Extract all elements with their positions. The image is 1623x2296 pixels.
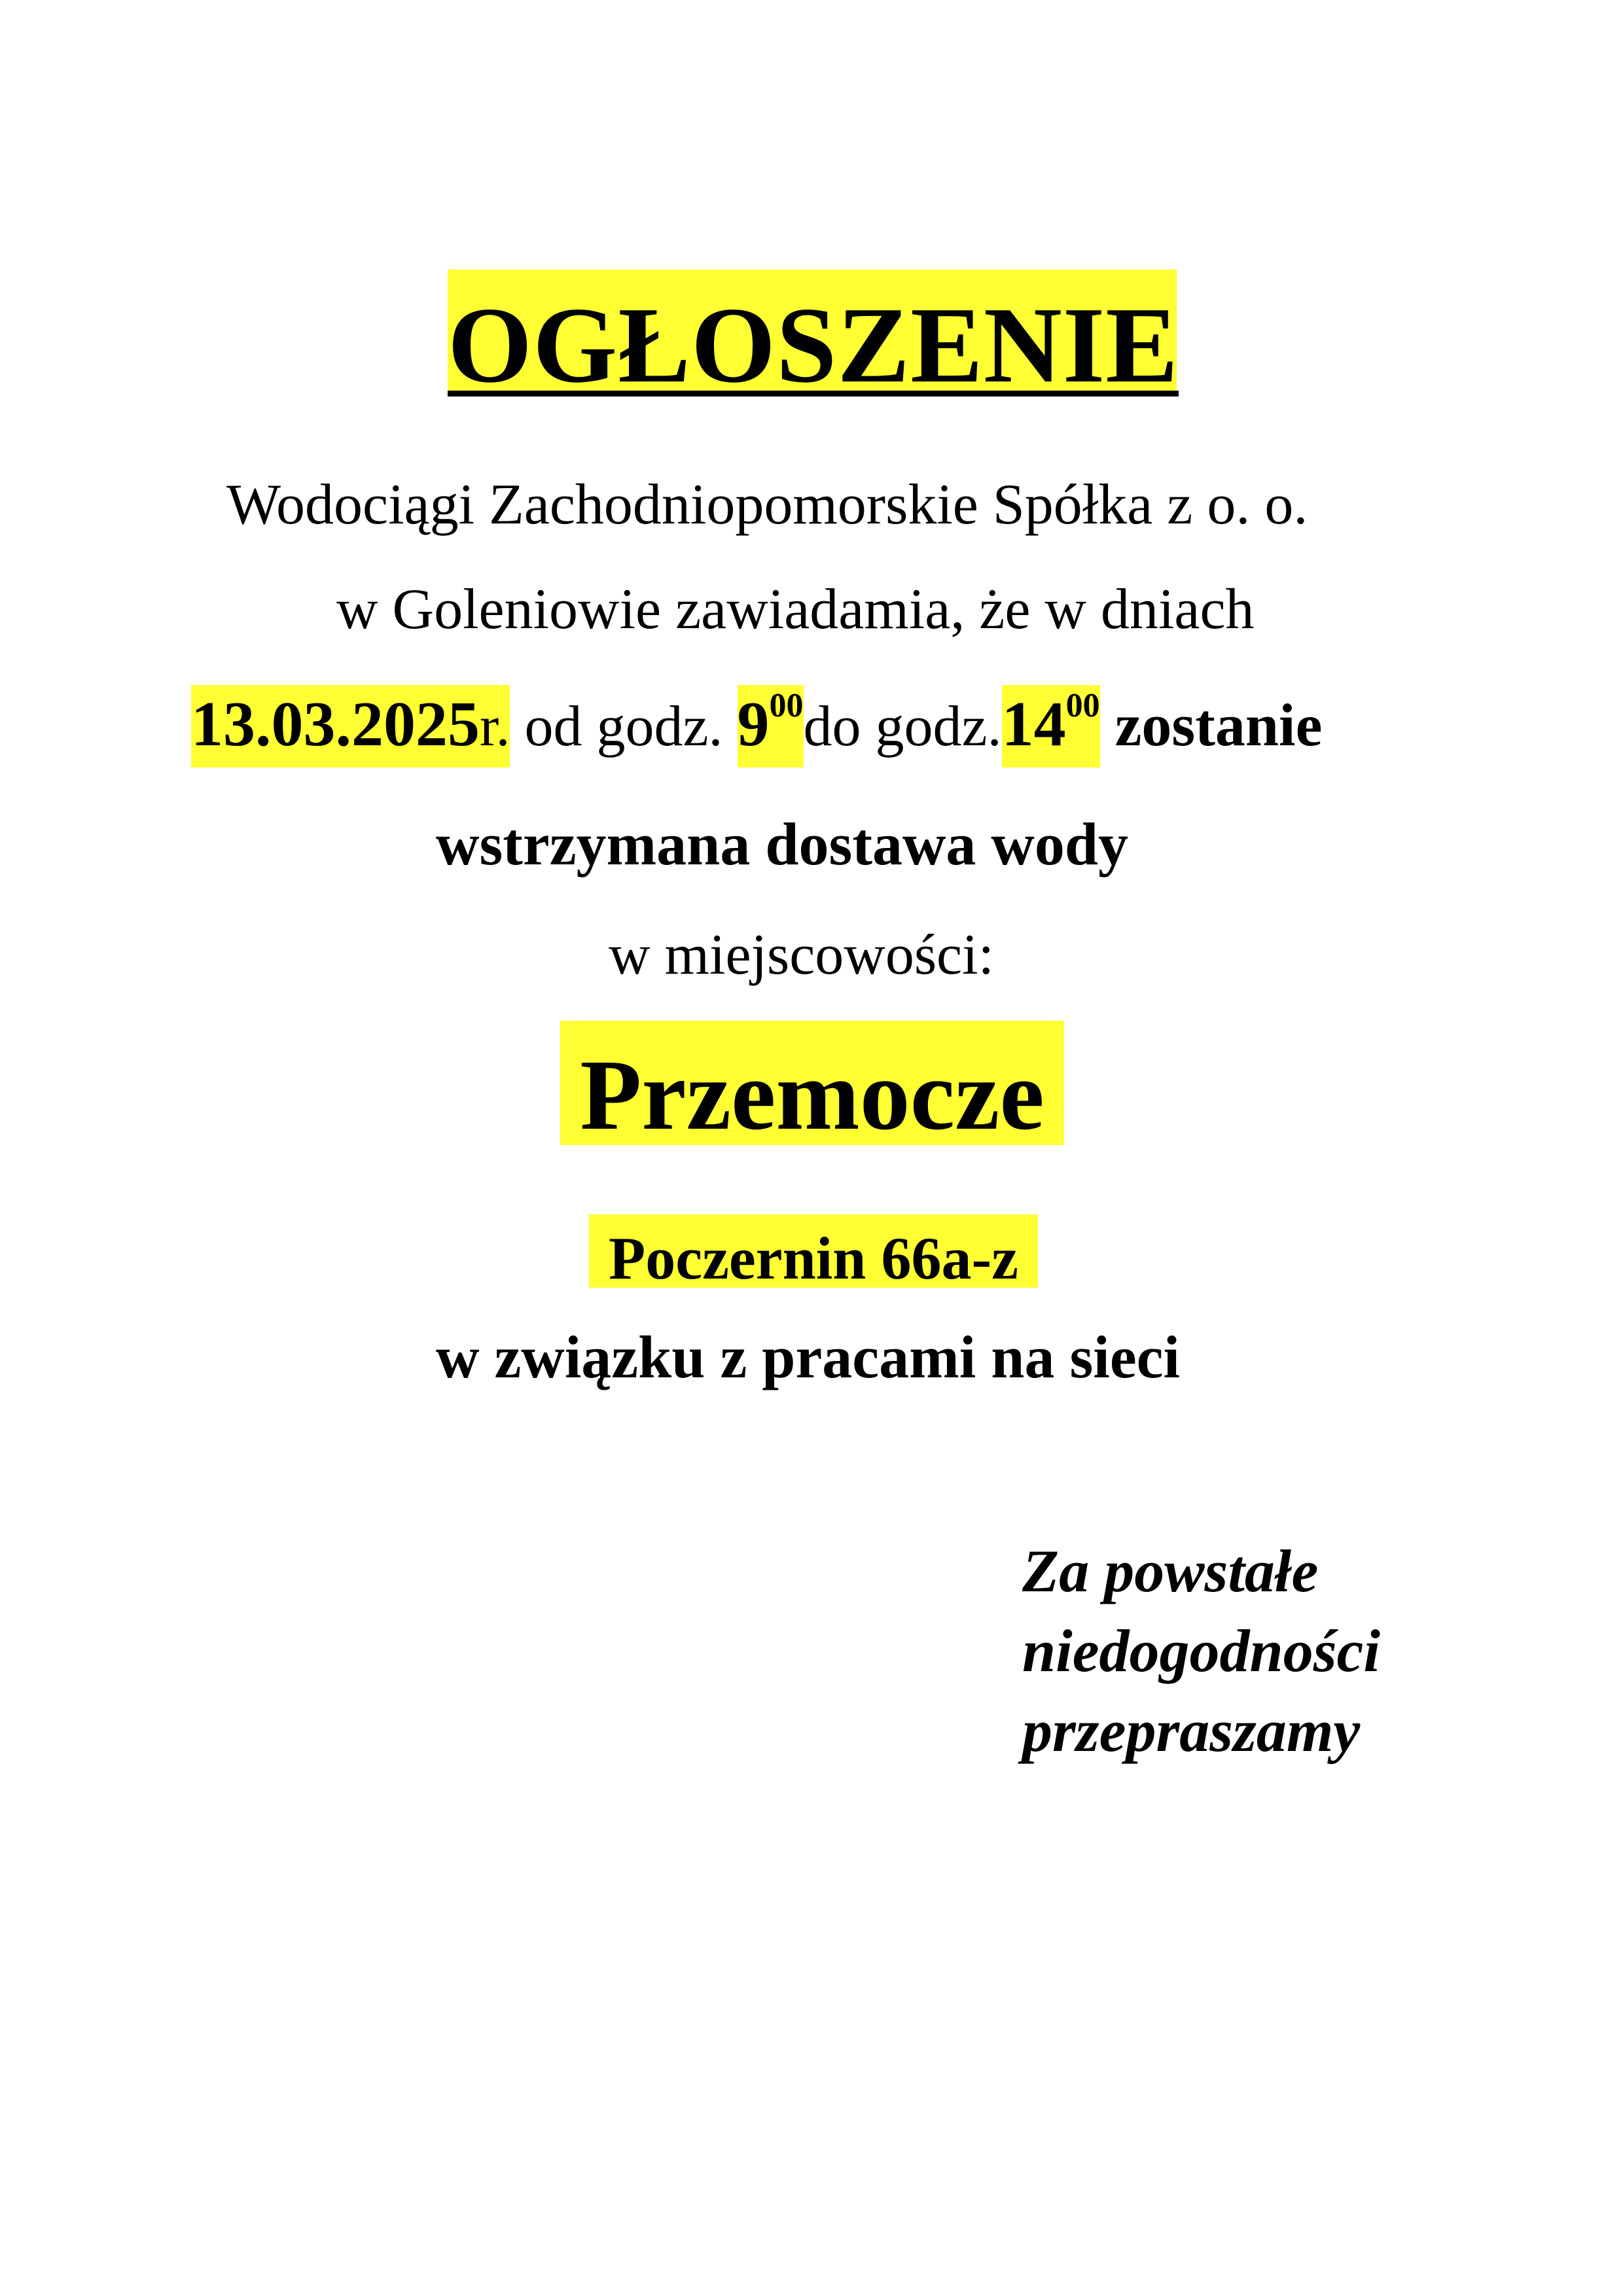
notice-title (448, 270, 1179, 405)
outage-date-suffix: r. (480, 695, 510, 758)
date-time-line (191, 687, 1323, 760)
end-minutes: 00 (1065, 687, 1100, 724)
apology-line-1: Za powstałe (1022, 1538, 1319, 1604)
from-label: od godz. (510, 695, 738, 758)
apology-block (1022, 1531, 1380, 1771)
apology-line-2: niedogodności (1022, 1617, 1380, 1684)
stopped-line: wstrzymana dostawa wody (436, 811, 1128, 877)
notice-title-text: OGŁOSZENIE (448, 285, 1179, 405)
reason-line: w związku z pracami na sieci (436, 1324, 1181, 1390)
start-minutes: 00 (769, 687, 804, 724)
end-hour: 14 (1001, 689, 1066, 760)
locality-name: Przemocze (580, 1040, 1044, 1151)
start-hour: 9 (737, 689, 770, 760)
to-label: do godz. (803, 695, 1002, 758)
street-box (589, 1214, 1038, 1292)
in-locality-label: w miejscowości: (609, 923, 995, 987)
apology-line-3: przepraszamy (1022, 1697, 1361, 1764)
will-be-label: zostanie (1099, 692, 1323, 758)
locality-box (560, 1021, 1064, 1151)
location-line: w Goleniowie zawiadamia, że w dniach (336, 578, 1255, 641)
start-time (738, 685, 804, 768)
company-line: Wodociągi Zachodniopomorskie Spółka z o. o. (226, 473, 1308, 537)
outage-date-value: 13.03.2025 (191, 689, 480, 760)
outage-date (191, 685, 510, 768)
street-name: Poczernin 66a-z (609, 1225, 1018, 1292)
end-time (1002, 685, 1100, 768)
